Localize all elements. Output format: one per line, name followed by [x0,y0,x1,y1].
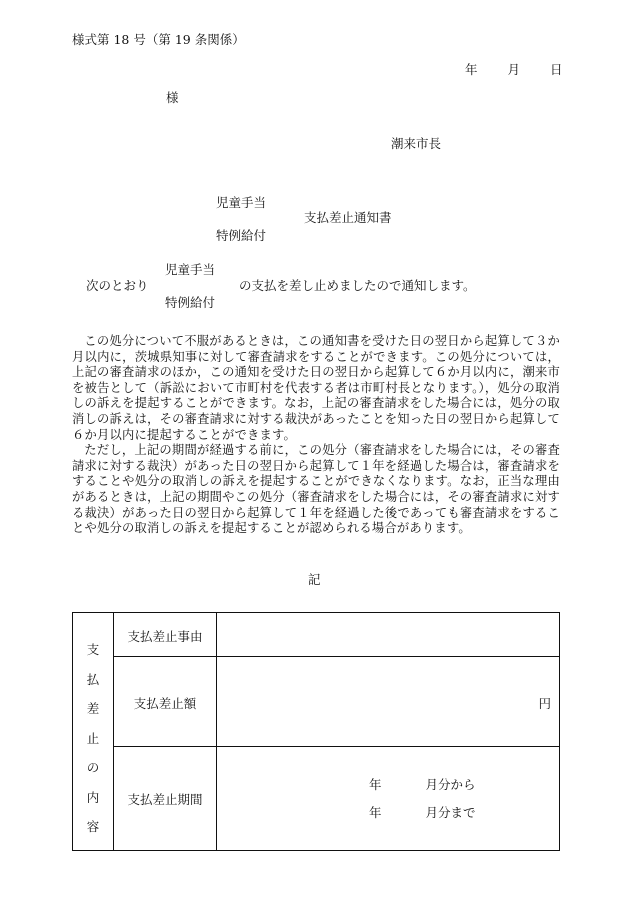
period-label-cell [114,747,217,850]
suspension-details-table [72,612,560,851]
title-option-special-benefit: 特例給付 [216,228,267,243]
period-label: 支払差止期間 [127,792,203,807]
reason-value-field[interactable] [217,613,559,657]
period-from-month: 月分から [425,777,476,792]
notice-option-special-benefit: 特例給付 [165,295,216,310]
notice-lead: 次のとおり [86,278,149,293]
period-from-year: 年 [369,777,382,792]
date-line [465,60,563,78]
vertical-label-char: 払 [86,671,100,687]
date-day: 日 [550,62,563,77]
reason-label-cell [114,613,217,657]
appeal-instructions [72,334,560,537]
amount-unit: 円 [538,696,551,711]
period-from [369,775,476,793]
form-number: 様式第 18 号（第 19 条関係） [72,32,245,47]
date-year: 年 [465,62,478,77]
ki-heading: 記 [308,572,321,587]
vertical-label-char: 内 [86,789,100,805]
vertical-label-char: の [86,760,100,775]
vertical-label-char: 差 [86,701,100,716]
notice-tail: の支払を差し止めましたので通知します。 [239,278,476,293]
appeal-paragraph-1: この処分について不服があるときは，この通知書を受けた日の翌日から起算して３か月以内に，茨城県知事に対して審査請求をすることができます。この処分については，上記の審査請求のほか，この通知を受けた日の翌日から起算して６か月以内に，潮来市を被告として（訴訟において市町村を代表する者は市町村長となります。），処分の取消しの訴えを提起することができます。なお，上記の審査請求をした場合には，処分の取消しの訴えは，その審査請求に対する裁決があったことを知った日の翌日から起算して６か月以内に提起することができます。 [72,334,560,442]
amount-label: 支払差止額 [133,696,197,711]
vertical-label [73,635,113,842]
period-value-field[interactable] [217,747,559,850]
issuer: 潮来市長 [391,136,442,151]
vertical-label-char: 支 [86,642,100,657]
appeal-paragraph-2: ただし，上記の期間が経過する前に，この処分（審査請求をした場合には，その審査請求に対する裁決）があった日の翌日から起算して１年を経過した場合は，審査請求をすることや処分の取消しの訴えを提起することができなくなります。なお，正当な理由があるときは，上記の期間やこの処分（審査請求をした場合には，その審査請求に対する裁決）があった日の翌日から起算して１年を経過した後であっても審査請求をすることや処分の取消しの訴えを提起することが認められる場合があります。 [72,443,560,536]
addressee-honorific: 様 [166,90,179,105]
vertical-label-cell [73,613,114,850]
period-to-year: 年 [369,805,382,820]
date-month: 月 [507,62,521,77]
amount-label-cell [114,657,217,747]
document-title: 支払差止通知書 [304,210,392,225]
title-option-child-allowance: 児童手当 [216,195,267,210]
notice-option-child-allowance: 児童手当 [165,262,216,277]
vertical-label-char: 容 [86,819,100,834]
reason-label: 支払差止事由 [127,629,203,644]
period-to [369,803,476,821]
vertical-label-char: 止 [86,730,100,746]
period-to-month: 月分まで [425,805,476,820]
amount-value-field[interactable] [217,657,559,747]
